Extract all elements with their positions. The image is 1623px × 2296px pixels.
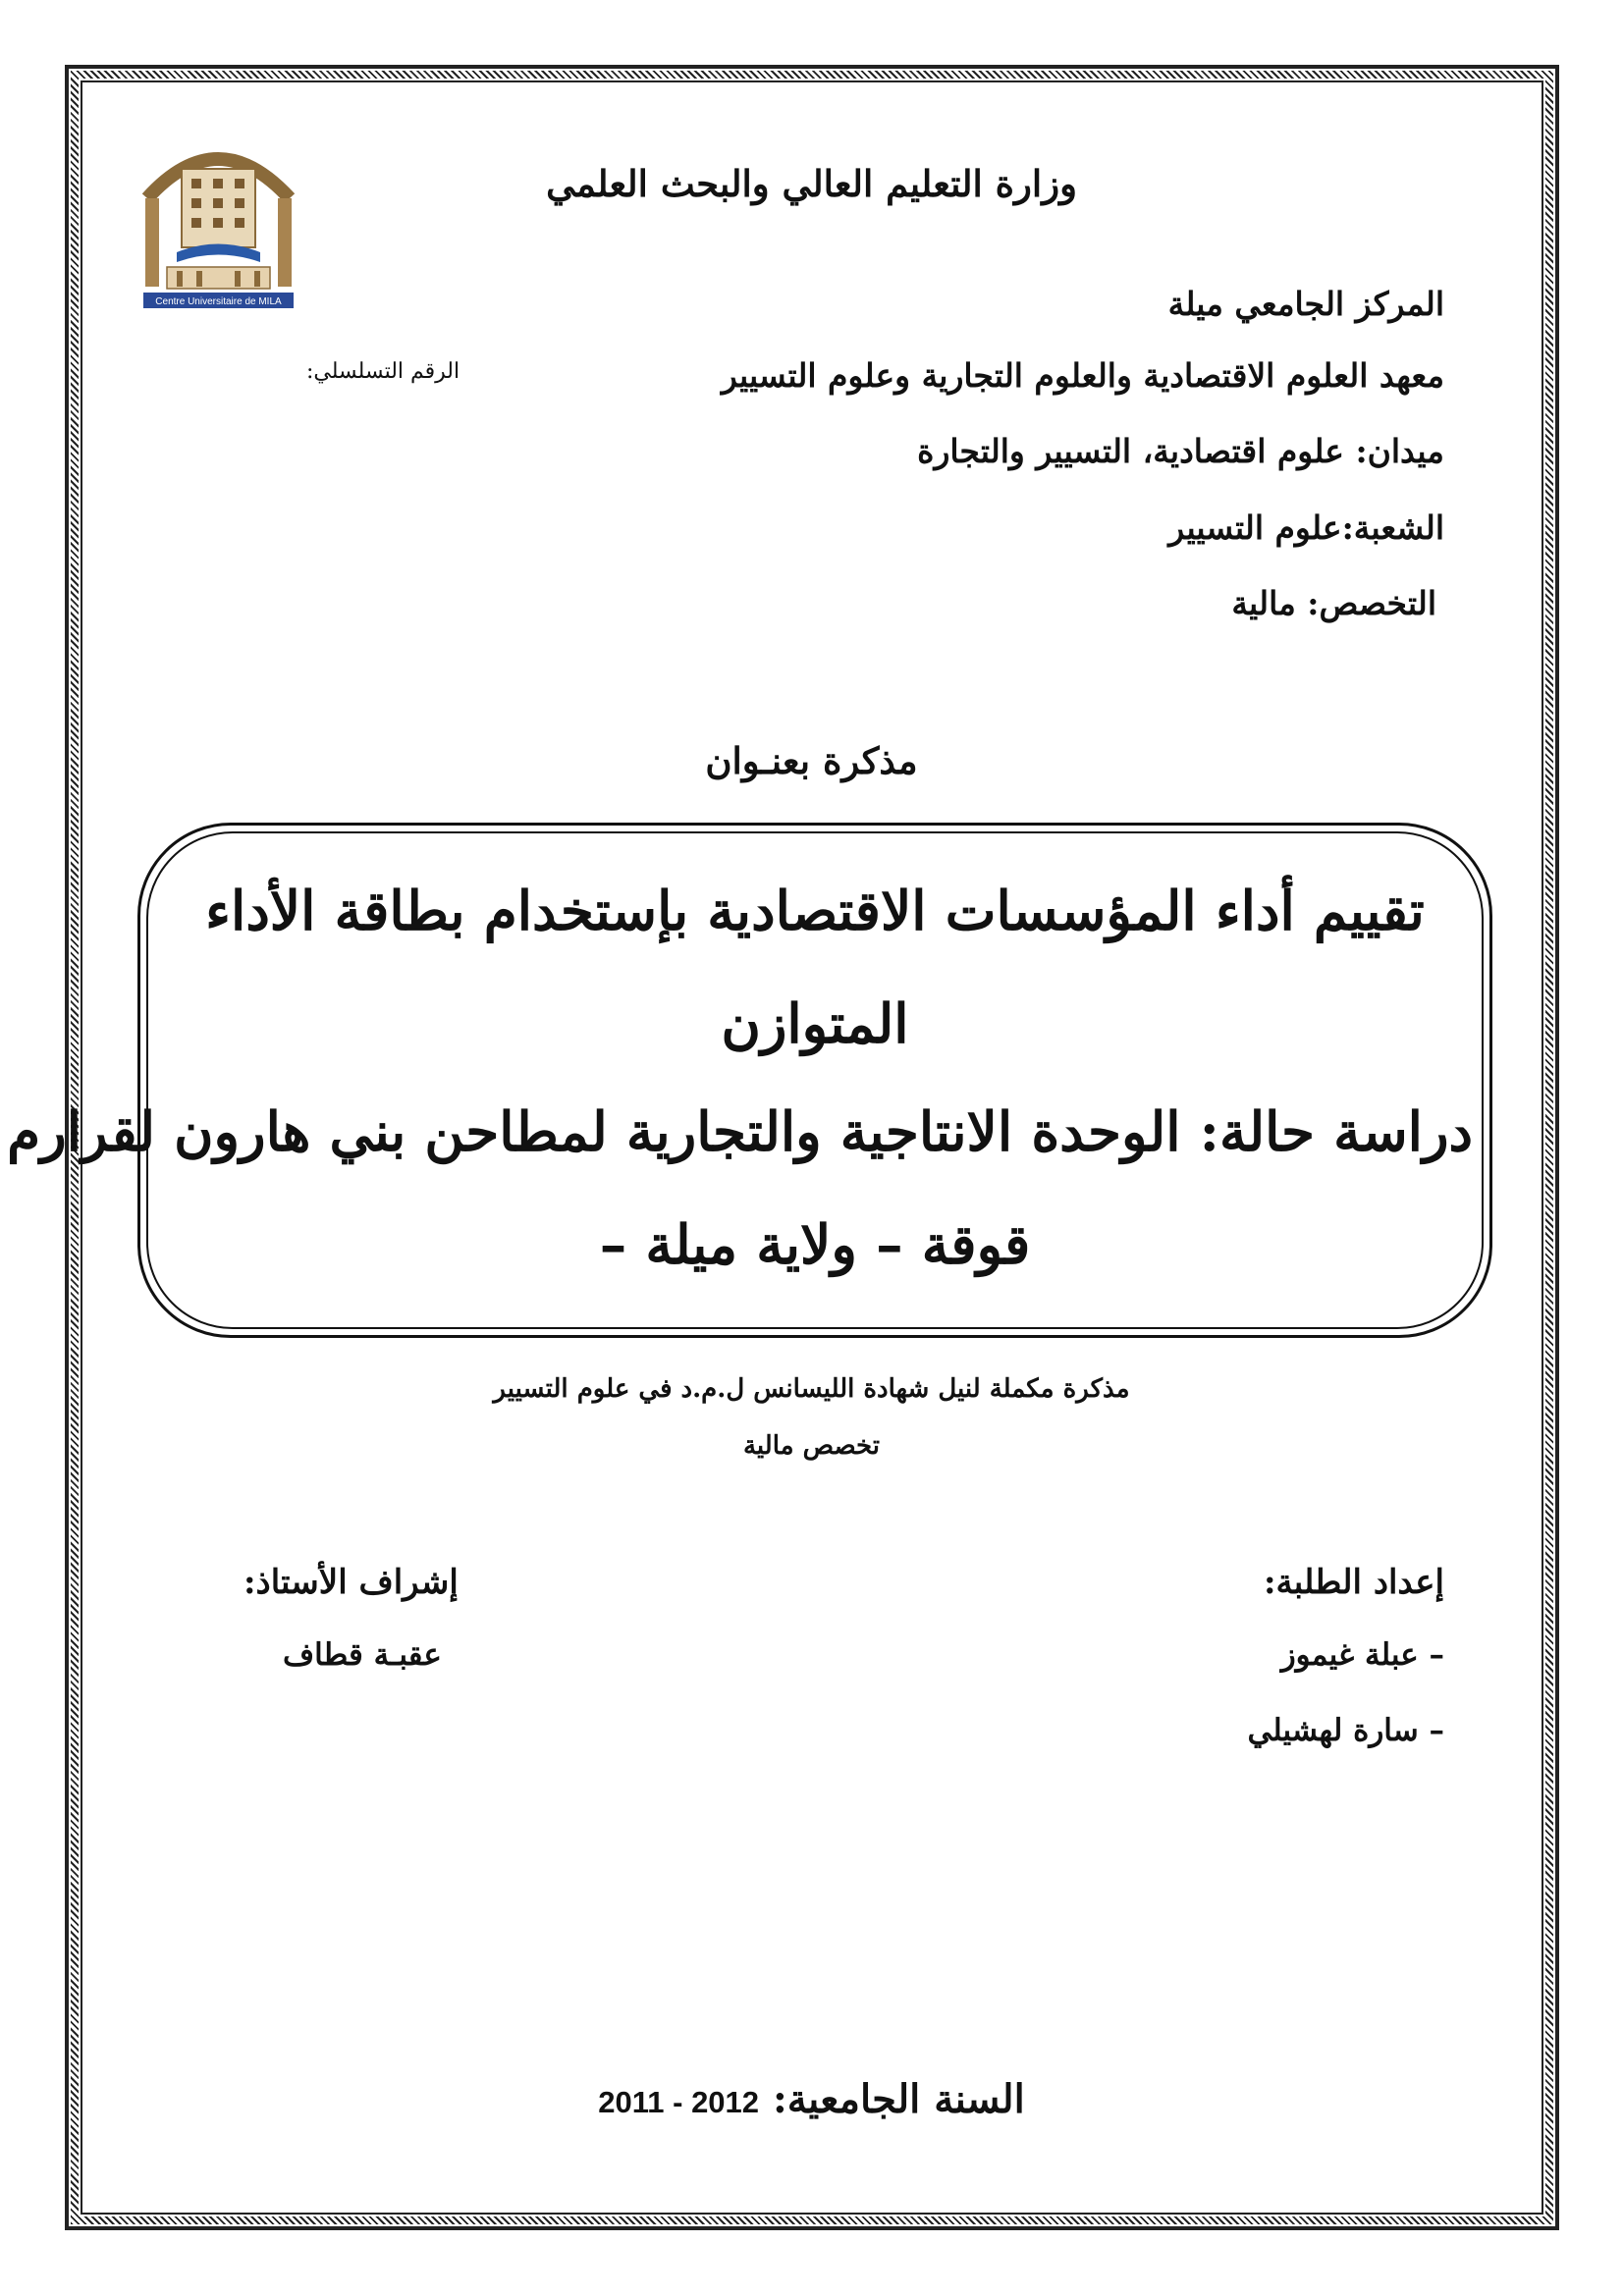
institute-name: معهد العلوم الاقتصادية والعلوم التجارية وعلوم التسيير (721, 356, 1444, 395)
university-center: المركز الجامعي ميلة (1167, 285, 1444, 323)
student-name: – عبلة غيموز (1280, 1637, 1444, 1673)
thesis-title-line-1: تقييم أداء المؤسسات الاقتصادية بإستخدام بطاقة الأداء (205, 879, 1425, 942)
students-label: إعداد الطلبة: (1264, 1563, 1444, 1602)
supervisor-label: إشراف الأستاذ: (243, 1563, 459, 1602)
academic-year (0, 2076, 1623, 2122)
degree-specialty: تخصص مالية (742, 1431, 881, 1461)
memo-title-label: مذكرة بعنـوان (705, 739, 918, 782)
degree-description: مذكرة مكملة لنيل شهادة الليسانس ل.م.د في علوم التسيير (493, 1374, 1130, 1404)
academic-year-label: السنة الجامعية: (772, 2076, 1025, 2122)
field-line: ميدان: علوم اقتصادية، التسيير والتجارة (917, 432, 1444, 470)
specialty-line: التخصص: مالية (1231, 584, 1436, 622)
university-logo (137, 130, 299, 311)
thesis-title-line-2: المتوازن (721, 991, 909, 1055)
case-study-line-2: قوقة – ولاية ميلة – (599, 1212, 1031, 1276)
ministry-heading: وزارة التعليم العالي والبحث العلمي (546, 162, 1077, 205)
case-study-line-1: دراسة حالة: الوحدة الانتاجية والتجارية لمطاحن بني هارون لقرارم (7, 1099, 1473, 1163)
student-name: – سارة لهشيلي (1247, 1713, 1444, 1748)
university-building-logo-icon (137, 130, 299, 311)
logo-caption: Centre Universitaire de MILA (155, 296, 282, 307)
academic-year-value: 2011 - 2012 (598, 2085, 760, 2119)
supervisor-name: عقبـة قطاف (283, 1637, 442, 1673)
branch-line: الشعبة:علوم التسيير (1168, 508, 1444, 547)
serial-number-label: الرقم التسلسلي: (306, 359, 460, 384)
